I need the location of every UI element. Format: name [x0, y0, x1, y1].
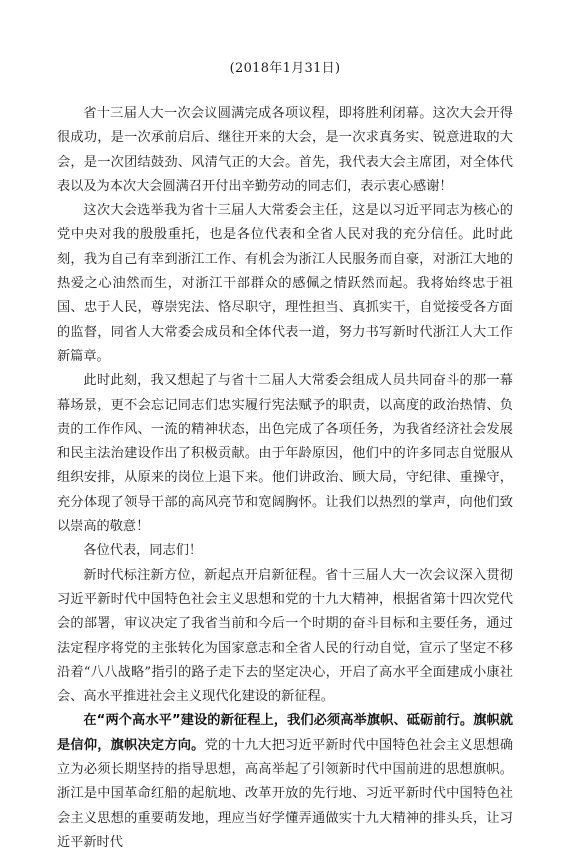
paragraph-2 [57, 199, 513, 369]
paragraph-3-text: 此时此刻，我又想起了与省十二届人大常委会组成人员共同奋斗的那一幕幕场景，更不会忘记同志们忠实履行宪法赋予的职责，以高度的政治热情、负责的工作作风、一流的精神状态，出色完成了各项任务，为我省经济社会发展和民主法治建设作出了积极贡献。由于年龄原因，他们中的许多同志自觉服从组织安排，从原来的岗位上退下来。他们讲政治、顾大局，守纪律、重操守，充分体现了领导干部的高风亮节和宽阔胸怀。让我们以热烈的掌声，向他们致以崇高的敬意！ [57, 373, 513, 535]
paragraph-6 [57, 709, 513, 855]
paragraph-1-text: 省十三届人大一次会议圆满完成各项议程，即将胜利闭幕。这次大会开得很成功，是一次承前启后、继往开来的大会，是一次求真务实、锐意进取的大会，是一次团结鼓劲、风清气正的大会。首先，我代表大会主席团，对全体代表以及为本次大会圆满召开付出辛勤劳动的同志们，表示衷心感谢！ [57, 106, 513, 194]
paragraph-3 [57, 369, 513, 539]
speech-date: (2018年1月31日) [229, 61, 341, 76]
paragraph-2-text: 这次大会选举我为省十三届人大常委会主任，这是以习近平同志为核心的党中央对我的殷殷重托，也是各位代表和全省人民对我的充分信任。此时此刻，我为自己有幸到浙江工作、有机会为浙江人民服务而自豪，对浙江大地的热爱之心油然而生，对浙江干部群众的感佩之情跃然而起。我将始终忠于祖国、忠于人民，尊崇宪法、恪尽职守，理性担当、真抓实干，自觉接受各方面的监督，同省人大常委会成员和全体代表一道，努力书写新时代浙江人大工作新篇章。 [57, 203, 513, 364]
paragraph-1 [57, 102, 513, 199]
paragraph-4-text: 各位代表，同志们！ [83, 543, 203, 559]
paragraph-4-salutation [57, 539, 513, 563]
paragraph-6-bold-lead: 在“两个高水平”建设的新征程上，我们必须高举旗帜、砥砺前行。旗帜就是信仰，旗帜决定方向。 [57, 713, 513, 753]
paragraph-5-text: 新时代标注新方位，新起点开启新征程。省十三届人大一次会议深入贯彻习近平新时代中国特色社会主义思想和党的十九大精神，根据省第十四次党代会的部署，审议决定了我省当前和今后一个时期的奋斗目标和主要任务，通过法定程序将党的主张转化为国家意志和全省人民的行动自觉，宣示了坚定不移沿着“八八战略”指引的路子走下去的坚定决心，开启了高水平全面建成小康社会、高水平推进社会主义现代化建设的新征程。 [57, 567, 513, 705]
paragraph-5 [57, 564, 513, 710]
paragraph-6-text: 党的十九大把习近平新时代中国特色社会主义思想确立为必须长期坚持的指导思想，高高举起了引领新时代中国前进的思想旗帜。浙江是中国革命红船的起航地、改革开放的先行地、习近平新时代中国特色社会主义思想的重要萌发地，理应当好学懂弄通做实十九大精神的排头兵，让习近平新时代 [57, 737, 514, 850]
